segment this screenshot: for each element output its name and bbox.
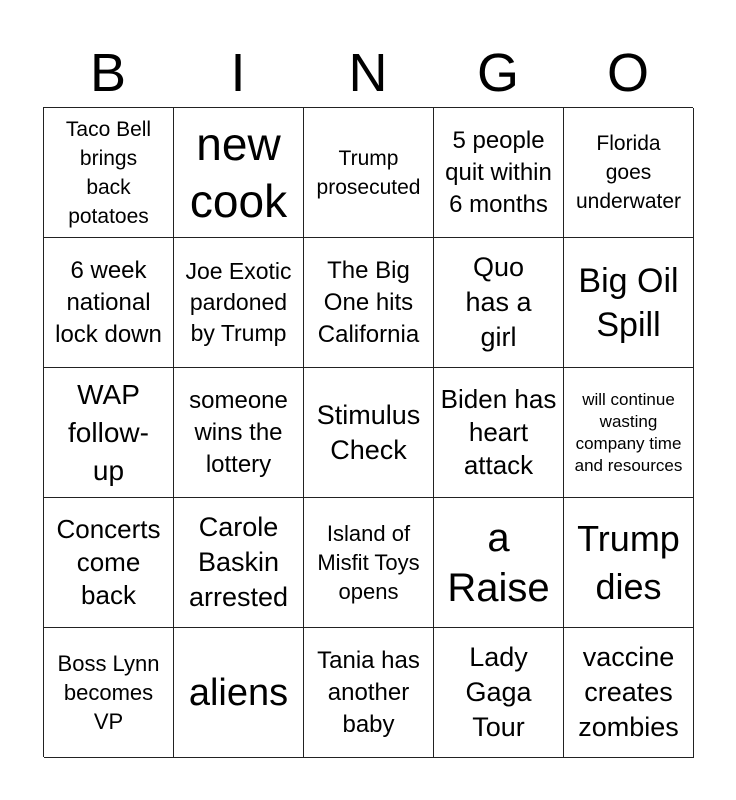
bingo-cell[interactable] <box>434 238 564 368</box>
bingo-cell[interactable] <box>304 628 434 758</box>
cell-text: someone wins the lottery <box>189 386 288 478</box>
bingo-cell[interactable] <box>44 108 174 238</box>
bingo-cell[interactable] <box>434 628 564 758</box>
cell-text: Carole Baskin arrested <box>188 512 289 612</box>
cell-text: Quo has a girl <box>465 252 532 352</box>
bingo-cell[interactable] <box>434 108 564 238</box>
cell-text: Biden has heart attack <box>440 384 557 480</box>
bingo-cell[interactable] <box>564 368 694 498</box>
cell-text: Stimulus Check <box>316 399 421 465</box>
cell-text: will continue wasting company time and resources <box>574 389 683 475</box>
bingo-cell[interactable] <box>304 368 434 498</box>
bingo-cell[interactable] <box>174 108 304 238</box>
bingo-cell[interactable] <box>564 238 694 368</box>
cell-text: Trump prosecuted <box>316 146 421 199</box>
bingo-cell[interactable] <box>304 498 434 628</box>
cell-text: WAP follow-up <box>68 378 149 486</box>
bingo-cell[interactable] <box>304 238 434 368</box>
bingo-cell[interactable] <box>174 368 304 498</box>
cell-text: Island of Misfit Toys opens <box>317 521 420 604</box>
cell-text: aliens <box>188 671 289 714</box>
bingo-cell[interactable] <box>174 628 304 758</box>
cell-text: Trump dies <box>577 517 680 607</box>
cell-text: 5 people quit within 6 months <box>445 126 552 218</box>
cell-text: Lady Gaga Tour <box>465 642 532 742</box>
header-letter-i: I <box>230 43 246 103</box>
cell-text: Big Oil Spill <box>578 261 679 344</box>
bingo-cell[interactable] <box>44 498 174 628</box>
bingo-cell[interactable] <box>304 108 434 238</box>
bingo-cell[interactable] <box>434 368 564 498</box>
bingo-cell[interactable] <box>434 498 564 628</box>
cell-text: The Big One hits California <box>317 256 420 348</box>
header-letter-n: N <box>348 43 388 103</box>
cell-text: Florida goes underwater <box>575 132 682 213</box>
bingo-header <box>43 42 693 104</box>
bingo-cell[interactable] <box>44 628 174 758</box>
cell-text: Joe Exotic pardoned by Trump <box>185 258 292 346</box>
cell-text: 6 week national lock down <box>55 256 162 348</box>
header-letter-b: B <box>89 43 127 103</box>
bingo-cell[interactable] <box>44 368 174 498</box>
cell-text: Boss Lynn becomes VP <box>57 651 160 734</box>
bingo-cell[interactable] <box>174 498 304 628</box>
cell-text: Concerts come back <box>56 514 161 610</box>
bingo-cell[interactable] <box>44 238 174 368</box>
bingo-board <box>43 107 693 757</box>
cell-text: new cook <box>189 117 288 227</box>
bingo-cell[interactable] <box>174 238 304 368</box>
cell-text: Tania has another baby <box>317 646 420 738</box>
cell-text: Taco Bell brings back potatoes <box>65 117 152 228</box>
bingo-cell[interactable] <box>564 108 694 238</box>
header-letter-o: O <box>606 43 649 103</box>
cell-text: vaccine creates zombies <box>578 642 679 742</box>
cell-text: a Raise <box>447 515 550 610</box>
bingo-cell[interactable] <box>564 498 694 628</box>
header-letter-g: G <box>476 43 519 103</box>
bingo-cell[interactable] <box>564 628 694 758</box>
